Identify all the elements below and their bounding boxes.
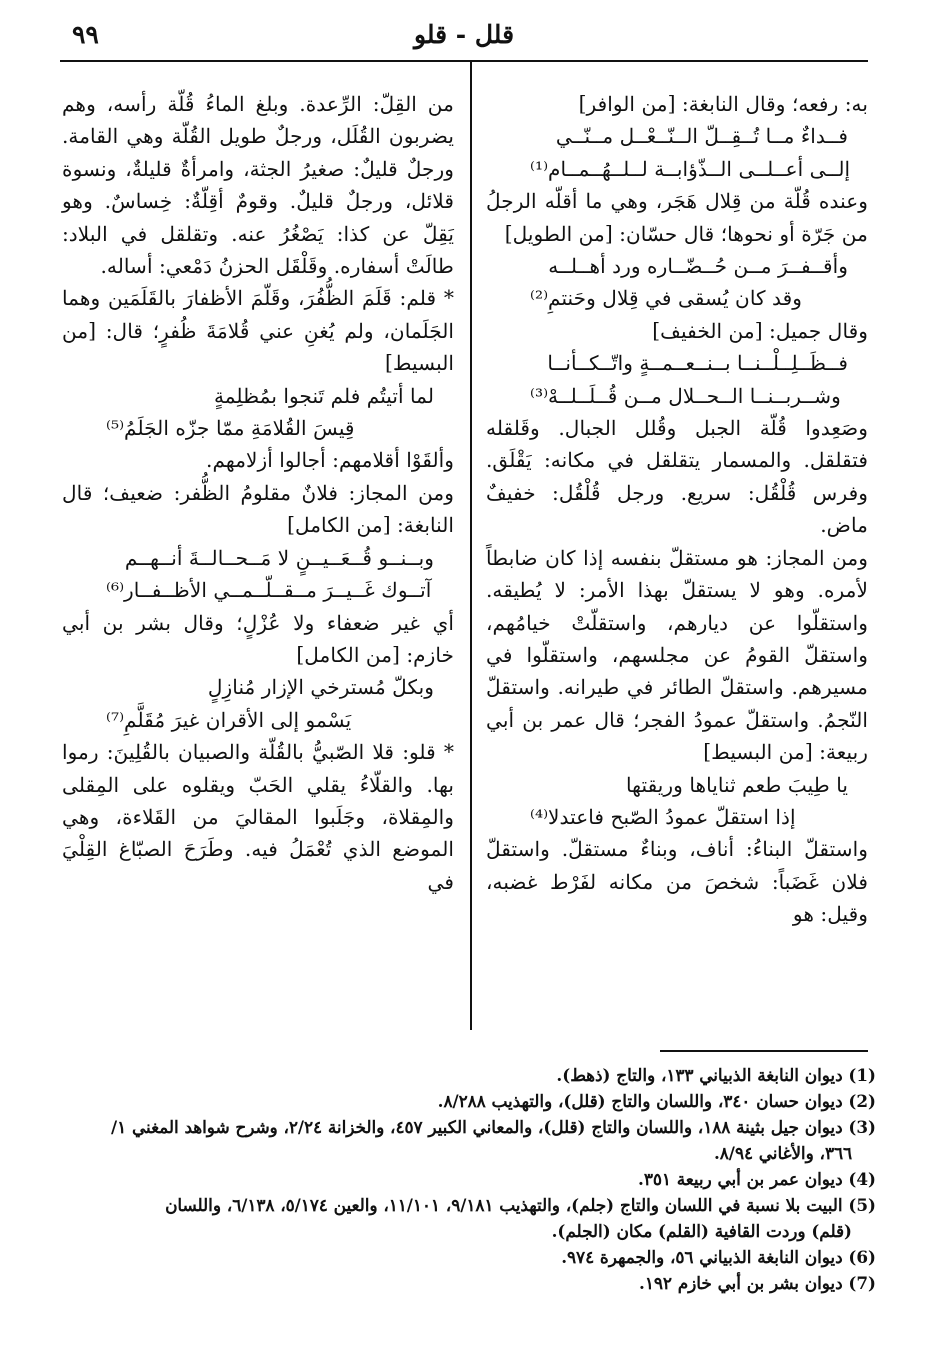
footnote-rule [660, 1050, 868, 1052]
paragraph: واستقلّ البناءُ: أناف، وبناءٌ مستقلّ. واستقلّ فلان غَضَباً: شخصَ من مكانه لفَرْط غضبه، وقيل: هو [486, 837, 868, 927]
footnote-continuation: ٣٦٦، والأغاني ٨/٩٤. [713, 1143, 852, 1163]
footnote: (7) ديوان بشر بن أبي خازم ١٩٢. [639, 1273, 876, 1293]
right-column [486, 88, 868, 931]
verse-first-half: وبــنــو قُــعَــيــنٍ لا مَــحــالــةَ أنــهــم [124, 545, 434, 570]
footnote: (5) البيت بلا نسبة في اللسان والتاج (جلم)، والتهذيب ٩/١٨١، ١١/١٠١، والعين ٥/١٧٤، ٦/١٣٨، واللسان [165, 1195, 876, 1215]
paragraph: من القِلّ: الرِّعدة. وبلغ الماءُ قُلّة رأسه، وهم يضربون القُلَل، ورجلٌ طويل القُلّة وهي القامة. ورجلٌ قليلٌ: صغيرُ الجثة، وامرأةٌ قليلةٌ، ونسوة قلائل، ورجلٌ قليلٌ. وقومٌ أقِلّةٌ: خِساسٌ. وهو يَقِلّ عن كذا: يَصْغُرُ عنه. وتقلقل في البلاد: طالَتْ أسفاره. وقَلْقَل الحزنُ دَمْعي: أساله. [62, 92, 454, 279]
verse-second-half: إلــى أعــلــى الــذّؤابــة لــلــهُــمــام⁽¹⁾ [530, 156, 851, 181]
paragraph: وعنده قُلّة من قِلال هَجَر، وهي ما أقلّه الرجلُ من جَرّة أو نحوها؛ قال حسّان: [من الطويل] [486, 189, 868, 246]
page-header [60, 20, 868, 56]
footnote: (3) ديوان جيل بثينة ١٨٨، واللسان والتاج (قلل)، والمعاني الكبير ٤٥٧، والخزانة ٢/٢٤، وشرح شواهد المغني ١/ [111, 1117, 876, 1137]
entry-qalw: * قلو: قلا الصّبيُّ بالقُلّة والصبيان بالقُلِينَ: رموا بها. والقلّاءُ يقلي الحَبّ ويقلوه على المِقلى والمِقلاة، وجَلَبوا المقاليَ من القَلاءة، وهي الموضع الذي تُعْمَلُ فيه. وطَرَحَ الصبّاغ القِلْيَ في [62, 740, 454, 894]
verse-second-half: يَسْمو إلى الأقران غيرَ مُقَلَّمِ⁽⁷⁾ [106, 707, 352, 732]
page-number: ٩٩ [72, 20, 99, 49]
paragraph: به: رفعه؛ وقال النابغة: [من الوافر] [578, 92, 868, 116]
footnote-continuation: (قلم) وردت القافية (القلم) مكان (الجلم). [551, 1221, 852, 1241]
verse-second-half: وقد كان يُسقى في قِلال وحَنتمِ⁽²⁾ [530, 286, 803, 311]
verse-first-half: وبكلّ مُسترخي الإزار مُنازِلٍ [207, 675, 434, 700]
verse-first-half: يا طِيبَ طعم ثناياها وريقتها [626, 772, 848, 797]
verse-first-half: فــداءٌ مــا تُــقِــلّ الــنّــعْــل مــنّــي [555, 124, 848, 149]
paragraph: وألقَوْا أقلامهم: أجالوا أزلامهم. [206, 448, 454, 473]
verse-second-half: وشــربــنــا الــحــلال مــن قُــلَــلــهْ⁽³⁾ [530, 383, 841, 408]
footnote: (6) ديوان النابغة الذبياني ٥٦، والجمهرة ٩٧٤. [561, 1247, 876, 1267]
column-divider [470, 62, 472, 1030]
verse-first-half: فــظَــلِــلْــنــا بــنــعــمــةٍ واتّــكــأنــا [547, 351, 848, 376]
paragraph: أي غير ضعفاء ولا عُزْلٍ؛ وقال بشر بن أبي خازم: [من الكامل] [62, 610, 454, 667]
left-column [62, 88, 454, 898]
entry-qalam: * قلم: قَلَمَ الظُّفُرَ، وقَلّمَ الأظفارَ بالقَلَمَين وهما الجَلَمان، ولم يُغنِ عني قُلامَةَ ظُفرٍ؛ قال: [من البسيط] [62, 286, 454, 376]
verse-second-half: إذا استقلّ عمودُ الصّبح فاعتدلا⁽⁴⁾ [530, 804, 796, 829]
verse-second-half: آتــوك غَــيــرَ مــقــلّــمــي الأظــفــار⁽⁶⁾ [106, 578, 432, 603]
page-title: قلل - قلو [413, 20, 515, 49]
paragraph: ومن المجاز: هو مستقلّ بنفسه إذا كان ضابطاً لأمره. وهو لا يستقلّ بهذا الأمر: لا يُطيقه. واستقلّوا عن ديارهم، واستقلّتْ خيامُهم، واستقلّ القومُ عن مجلسهم، واستقلّوا في مسيرهم. واستقلّ الطائر في طيرانه. واستقلّ النّجمُ. واستقلّ عمودُ الفجر؛ قال عمر بن أبي ربيعة: [من البسيط] [486, 545, 868, 765]
footnote: (4) ديوان عمر بن أبي ربيعة ٣٥١. [638, 1169, 876, 1189]
verse-first-half: وأقــفــرَ مــن حُــضّــاره ورد أهــلــه [548, 254, 848, 279]
paragraph: وقال جميل: [من الخفيف] [652, 318, 868, 343]
paragraph: وصَعِدوا قُلّة الجبل وقُلل الجبال. وقَلقله فتقلقل. والمسمار يتقلقل في مكانه: يَقْلَق. وفرس قُلْقُل: سريع. ورجل قُلْقُل: خفيفٌ ماض. [486, 416, 868, 538]
verse-first-half: لما أتيتُم فلم تَنجوا بمُظلِمةٍ [213, 383, 434, 408]
footnote: (2) ديوان حسان ٣٤٠، واللسان والتاج (قلل)، والتهذيب ٨/٢٨٨. [437, 1091, 876, 1111]
verse-second-half: قِيسَ القُلامَةِ ممّا جزّه الجَلَمُ⁽⁵⁾ [106, 416, 355, 441]
footnote: (1) ديوان النابغة الذبياني ١٣٣، والتاج (ذهط). [556, 1065, 876, 1085]
header-rule [60, 60, 868, 62]
paragraph: ومن المجاز: فلانٌ مقلومُ الظُّفر: ضعيف؛ قال النابغة: [من الكامل] [62, 480, 454, 538]
footnotes [56, 1062, 876, 1296]
